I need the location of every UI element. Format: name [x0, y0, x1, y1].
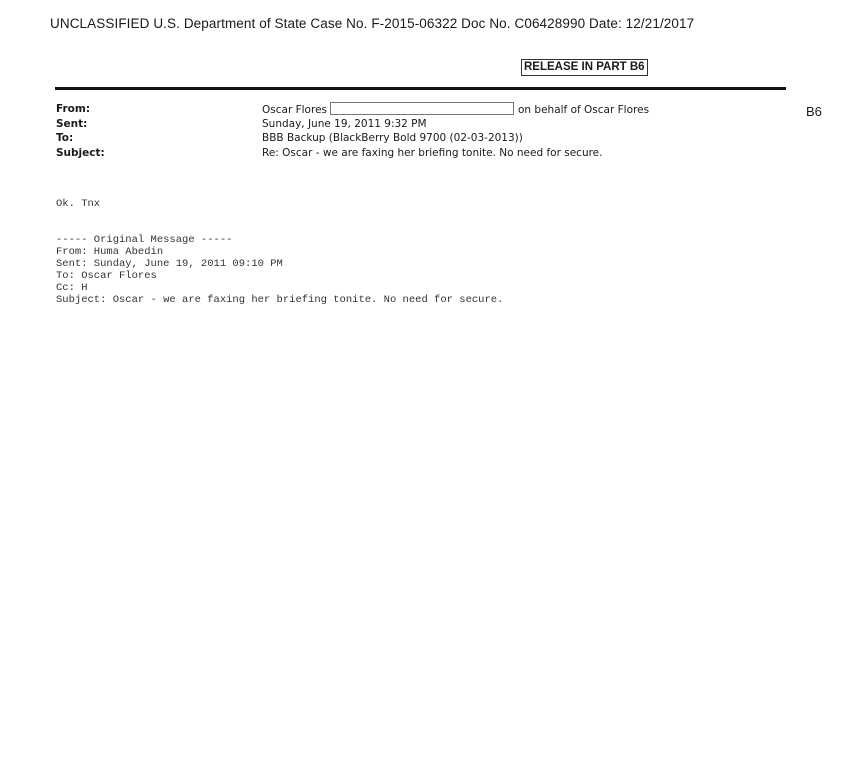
sent-label: Sent:	[56, 117, 88, 130]
to-value: BBB Backup (BlackBerry Bold 9700 (02-03-2013))	[262, 132, 523, 144]
sent-value: Sunday, June 19, 2011 9:32 PM	[262, 117, 427, 130]
redaction-box	[330, 102, 514, 115]
original-message-divider: ----- Original Message -----	[56, 234, 233, 246]
email-body	[56, 198, 503, 306]
original-from: From: Huma Abedin	[56, 246, 164, 258]
release-stamp: RELEASE IN PART B6	[521, 59, 648, 76]
classification-header: UNCLASSIFIED U.S. Department of State Case No. F-2015-06322 Doc No. C06428990 Date: 12/21/2017	[50, 16, 695, 31]
reply-text: Ok. Tnx	[56, 198, 101, 210]
original-to: To: Oscar Flores	[56, 270, 157, 282]
header-divider	[55, 87, 786, 90]
to-label: To:	[56, 132, 74, 144]
exemption-margin-code: B6	[806, 104, 822, 119]
subject-value: Re: Oscar - we are faxing her briefing tonite. No need for secure.	[262, 146, 603, 159]
original-sent: Sent: Sunday, June 19, 2011 09:10 PM	[56, 258, 283, 270]
original-cc: Cc: H	[56, 282, 88, 294]
subject-label: Subject:	[56, 146, 105, 159]
from-name: Oscar Flores	[262, 104, 327, 116]
from-label: From:	[56, 103, 91, 115]
from-suffix: on behalf of Oscar Flores	[518, 104, 650, 116]
original-subject: Subject: Oscar - we are faxing her briefing tonite. No need for secure.	[56, 294, 504, 306]
from-value	[262, 102, 649, 118]
